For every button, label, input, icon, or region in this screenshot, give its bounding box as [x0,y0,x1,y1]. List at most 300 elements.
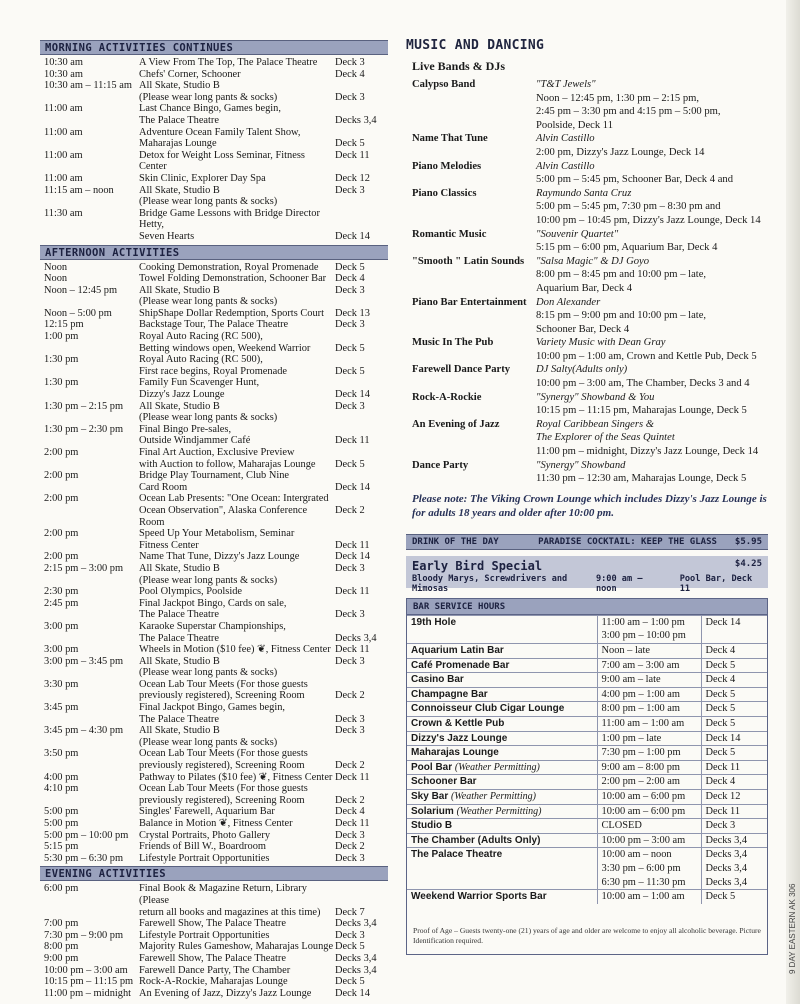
activity-time: 10:30 am – 11:15 am [44,80,132,92]
schedule-row [40,598,388,610]
bar-row [407,760,767,775]
music-act-name [406,323,536,337]
activity-time [40,115,139,127]
schedule-row [40,586,388,598]
activity-name: Ocean Lab Presents: "One Ocean: Intergrated [139,493,329,505]
activity-name: Singles' Farewell, Aquarium Bar [139,806,275,818]
music-row [406,472,768,486]
activity-name: Family Fun Scavenger Hunt, [139,377,260,389]
bar-row [407,890,767,904]
schedule-row [40,679,388,691]
activity-deck: Deck 5 [335,458,365,470]
schedule-row [40,853,388,865]
activity-deck [335,103,388,115]
activity-name: ShipShape Dollar Redemption, Sports Court [139,307,325,319]
activity-deck [335,702,388,714]
music-act-name [406,404,536,418]
activity-time: 6:00 pm [44,883,79,895]
activity-deck: Deck 3 [335,91,365,103]
bar-venue-name: Pool Bar [411,761,453,773]
activity-name: Chefs' Corner, Schooner [139,68,241,80]
schedule-row [40,633,388,645]
activity-time: 3:00 pm [44,644,79,656]
activity-time: 11:00 am [44,126,83,138]
bar-venue [407,644,597,659]
schedule-row [40,262,388,274]
activity-deck: Deck 11 [335,586,370,598]
bar-venue [407,819,597,834]
bar-hours: 7:00 am – 3:00 am [597,658,701,673]
activity-deck: Deck 14 [335,987,370,999]
music-act-detail: "Synergy" Showband [536,459,626,471]
activity-deck: Deck 11 [335,149,370,161]
activity-time: 3:00 pm [44,620,79,632]
music-act-name: Piano Melodies [412,160,482,172]
bar-venue-name: Solarium [411,805,454,817]
schedule-row [40,401,388,413]
schedule-row [40,196,388,208]
activity-deck: Deck 2 [335,794,365,806]
activity-name: Card Room [139,481,188,493]
music-act-detail: 5:00 pm – 5:45 pm, Schooner Bar, Deck 4 and [536,174,733,186]
bar-venue-name: The Chamber (Adults Only) [411,834,541,846]
side-caption: 9 DAY EASTERN AK 306 [788,883,797,974]
activity-name: with Auction to follow, Maharajas Lounge [139,458,316,470]
activity-name: Ocean Lab Tour Meets (For those guests [139,748,308,760]
music-act-name [406,92,536,106]
bar-deck: Deck 14 [701,731,767,746]
bar-deck: Deck 5 [701,702,767,717]
activity-time: 2:15 pm – 3:00 pm [44,562,124,574]
morning-schedule [40,57,388,243]
schedule-row [40,103,388,115]
activity-time: 3:50 pm [44,748,79,760]
activity-deck: Deck 14 [335,481,370,493]
activity-deck: Deck 4 [335,806,365,818]
activity-name: (Please wear long pants & socks) [139,412,278,424]
music-act-detail: 10:15 pm – 11:15 pm, Maharajas Lounge, Deck 5 [536,405,747,417]
activity-time: 1:30 pm [44,354,79,366]
activity-name: previously registered), Screening Room [139,794,305,806]
bar-venue [407,876,597,890]
activity-deck: Deck 11 [335,644,370,656]
bar-row [407,833,767,848]
activities-column [40,40,388,1001]
bar-venue [407,629,597,643]
activity-name: The Palace Theatre [139,114,219,126]
early-bird-price: $4.25 [734,558,762,569]
activity-name: All Skate, Studio B [139,655,220,667]
activity-name: Rock-A-Rockie, Maharajas Lounge [139,976,288,988]
activity-time: 10:30 am [44,68,83,80]
schedule-row [40,621,388,633]
activity-name: Fitness Center [139,539,199,551]
bar-service-header: BAR SERVICE HOURS [407,599,767,615]
bar-row [407,819,767,834]
activity-time: 2:00 pm [44,470,79,482]
bar-venue-name: Crown & Kettle Pub [411,717,505,729]
music-row [406,255,768,269]
schedule-row [40,930,388,942]
bar-venue [407,746,597,761]
bar-deck: Decks 3,4 [701,833,767,848]
music-act-detail: Alvin Castillo [536,160,595,172]
activity-name: Dizzy's Jazz Lounge [139,389,225,401]
activity-time: 9:00 pm [44,952,79,964]
activity-deck [335,208,388,231]
bar-venue-name: Aquarium Latin Bar [411,645,504,656]
bar-venue [407,716,597,731]
activity-deck [335,377,388,389]
bar-row [407,673,767,688]
bar-hours: 10:00 am – 1:00 am [597,890,701,904]
activity-time: 3:45 pm – 4:30 pm [44,725,124,737]
activity-deck [335,196,388,208]
activity-deck: Deck 3 [335,655,365,667]
schedule-row [40,482,388,494]
early-bird-special [406,556,768,594]
bar-row [407,876,767,890]
music-act-name: Piano Classics [412,187,477,199]
music-act-detail: 5:15 pm – 6:00 pm, Aquarium Bar, Deck 4 [536,242,718,254]
activity-name: Skin Clinic, Explorer Day Spa [139,172,266,184]
music-row [406,119,768,133]
activity-time: Noon – 5:00 pm [44,307,112,319]
schedule-row [40,285,388,297]
activity-time: 5:00 pm [44,818,79,829]
bar-row [407,746,767,761]
activity-deck: Deck 3 [335,725,365,737]
activity-deck [335,679,388,691]
activity-time: 4:00 pm [44,771,79,783]
activity-time [40,196,139,208]
music-act-detail: Royal Caribbean Singers & [536,418,654,430]
music-row [406,160,768,174]
schedule-row [40,459,388,471]
bar-venue-note: (Weather Permitting) [451,790,536,802]
activity-deck: Decks 3,4 [335,952,377,964]
activity-time: 11:00 am [44,103,83,115]
music-act-detail: "Salsa Magic" & DJ Goyo [536,255,650,267]
music-act-name [406,214,536,228]
music-act-detail: Schooner Bar, Deck 4 [536,323,630,335]
activity-time [40,609,139,621]
afternoon-header: AFTERNOON ACTIVITIES [40,245,388,260]
music-row [406,309,768,323]
activity-deck: Decks 3,4 [335,114,377,126]
music-act-detail: Variety Music with Dean Gray [536,337,666,349]
activity-time: Noon – 12:45 pm [44,284,118,296]
activity-deck: Deck 5 [335,138,365,150]
music-act-detail: 11:00 pm – midnight, Dizzy's Jazz Lounge, Deck 14 [536,446,759,458]
activity-name: All Skate, Studio B [139,725,220,737]
activity-time: 11:00 am [44,172,83,184]
activity-time: 10:30 am [44,57,83,68]
activity-deck: Deck 14 [335,389,370,401]
activity-time: 12:15 pm [44,319,84,331]
bar-row [407,644,767,659]
schedule-row [40,783,388,795]
evening-header: EVENING ACTIVITIES [40,866,388,881]
schedule-row [40,690,388,702]
activity-name: Royal Auto Racing (RC 500), [139,331,263,343]
bar-hours: 7:30 pm – 1:00 pm [597,746,701,761]
activity-deck: Deck 3 [335,829,365,841]
activity-name: Ocean Lab Tour Meets (For those guests [139,678,308,690]
bar-deck: Deck 4 [701,673,767,688]
bar-hours: 2:00 pm – 2:00 am [597,775,701,790]
music-row [406,214,768,228]
activity-time: 11:00 am [44,149,83,161]
bar-row [407,775,767,790]
music-row [406,431,768,445]
activity-time: 1:30 pm – 2:30 pm [44,423,124,435]
activity-name: Last Chance Bingo, Games begin, [139,103,281,115]
activity-name: Lifestyle Portrait Opportunities [139,929,270,941]
bar-venue [407,760,597,775]
bar-venue [407,804,597,819]
activity-time: 5:15 pm [44,841,79,853]
activity-time [40,690,139,702]
drink-name: PARADISE COCKTAIL: KEEP THE GLASS [538,536,717,547]
schedule-row [40,331,388,343]
activity-deck: Deck 3 [335,57,365,68]
bar-row [407,687,767,702]
activity-time: 5:00 pm – 10:00 pm [44,829,129,841]
activity-deck: Deck 3 [335,184,365,196]
music-act-name [406,105,536,119]
activity-time: 1:30 pm [44,377,79,389]
music-row [406,187,768,201]
bar-venue-name: Dizzy's Jazz Lounge [411,732,508,744]
activity-time: 5:00 pm [44,806,79,818]
activity-name: Seven Hearts [139,230,195,242]
activity-name: Friends of Bill W., Boardroom [139,841,266,853]
activity-name: Name That Tune, Dizzy's Jazz Lounge [139,551,300,563]
activity-name: (Please wear long pants & socks) [139,91,278,103]
schedule-row [40,883,388,906]
activity-deck: Deck 14 [335,230,370,242]
schedule-row [40,173,388,185]
bar-deck: Deck 4 [701,644,767,659]
music-row [406,146,768,160]
activity-name: Pool Olympics, Poolside [139,586,243,598]
music-act-name: An Evening of Jazz [412,418,500,430]
schedule-row [40,296,388,308]
music-act-detail: Noon – 12:45 pm, 1:30 pm – 2:15 pm, [536,92,700,104]
activity-time [40,389,139,401]
music-act-name: Piano Bar Entertainment [412,296,527,308]
bar-service-box [406,598,768,955]
music-row [406,336,768,350]
activity-name: previously registered), Screening Room [139,760,305,772]
music-row [406,200,768,214]
bar-row [407,658,767,673]
music-row [406,445,768,459]
bar-deck: Deck 5 [701,658,767,673]
schedule-row [40,185,388,197]
activity-name: Cooking Demonstration, Royal Promenade [139,261,319,273]
activity-time: 2:00 pm [44,447,79,458]
activity-name: Crystal Portraits, Photo Gallery [139,829,271,841]
activity-name: Pathway to Pilates ($10 fee) ❦, Fitness Center [139,771,333,783]
activity-deck: Deck 12 [335,172,370,184]
activity-deck: Decks 3,4 [335,918,377,930]
activity-deck [335,354,388,366]
schedule-row [40,354,388,366]
drink-of-the-day-bar [406,534,768,550]
activity-name: Backstage Tour, The Palace Theatre [139,319,289,331]
bar-hours: 9:00 am – 8:00 pm [597,760,701,775]
activity-time [40,459,139,471]
activity-name: Bridge Game Lessons with Bridge Director Hetty, [139,207,320,231]
early-bird-place: Pool Bar, Deck 11 [679,573,753,594]
activity-name: The Palace Theatre [139,632,219,644]
activity-name: (Please wear long pants & socks) [139,196,278,208]
schedule-row [40,127,388,139]
activity-name: Final Jackpot Bingo, Cards on sale, [139,597,287,609]
bar-deck: Deck 11 [701,760,767,775]
activity-time [40,343,139,355]
schedule-row [40,748,388,760]
music-act-detail: Don Alexander [536,296,601,308]
activity-name: Betting windows open, Weekend Warrior [139,342,311,354]
schedule-row [40,343,388,355]
schedule-row [40,988,388,1000]
schedule-row [40,918,388,930]
bar-hours: CLOSED [597,819,701,834]
activity-name: Speed Up Your Metabolism, Seminar [139,528,295,540]
activity-time [40,667,139,679]
bar-hours: 10:00 am – 6:00 pm [597,789,701,804]
activity-name: Bridge Play Tournament, Club Nine [139,470,290,482]
bar-row [407,731,767,746]
music-row [406,228,768,242]
activity-deck: Deck 4 [335,273,365,285]
activity-deck: Deck 5 [335,342,365,354]
bar-deck [701,629,767,643]
schedule-row [40,208,388,231]
activity-time: 5:30 pm – 6:30 pm [44,852,124,864]
bar-deck: Deck 5 [701,716,767,731]
bar-venue [407,848,597,862]
bar-hours: 10:00 am – noon [597,848,701,862]
activity-time [40,482,139,494]
activity-time: 1:30 pm – 2:15 pm [44,400,124,412]
afternoon-schedule [40,262,388,865]
music-row [406,418,768,432]
evening-schedule [40,883,388,999]
schedule-row [40,760,388,772]
activity-time [40,435,139,447]
schedule-row [40,551,388,563]
activity-time: Noon [44,261,68,273]
music-act-name: Music In The Pub [412,337,494,349]
activity-time [40,633,139,645]
activity-deck [335,331,388,343]
music-act-detail: 10:00 pm – 3:00 am, The Chamber, Decks 3 and 4 [536,378,750,390]
music-act-detail: 10:00 pm – 10:45 pm, Dizzy's Jazz Lounge, Deck 14 [536,214,761,226]
activity-deck: Deck 5 [335,976,365,988]
music-act-name [406,377,536,391]
bar-hours: 3:00 pm – 10:00 pm [597,629,701,643]
activity-name: All Skate, Studio B [139,184,220,196]
activity-time [40,138,139,150]
bar-venue-name: Café Promenade Bar [411,659,510,671]
bar-deck: Deck 11 [701,804,767,819]
activity-deck: Deck 3 [335,852,365,864]
activity-deck [335,883,388,906]
activity-name: (Please wear long pants & socks) [139,574,278,586]
music-act-name: Romantic Music [412,228,487,240]
bar-venue [407,775,597,790]
activity-name: Balance in Motion ❦, Fitness Center [139,818,293,829]
music-row [406,363,768,377]
music-act-detail: Aquarium Bar, Deck 4 [536,282,633,294]
schedule-row [40,273,388,285]
schedule-row [40,377,388,389]
bar-deck: Deck 3 [701,819,767,834]
bar-venue-name: Schooner Bar [411,776,477,788]
activity-name: Farewell Dance Party, The Chamber [139,964,291,976]
activity-name: Royal Auto Racing (RC 500), [139,354,263,366]
activity-time: 2:30 pm [44,586,79,598]
activity-name: Karaoke Superstar Championships, [139,620,286,632]
activity-name: The Palace Theatre [139,609,219,621]
schedule-row [40,737,388,749]
music-act-detail: "T&T Jewels" [536,79,596,90]
music-act-detail: 2:45 pm – 3:30 pm and 4:15 pm – 5:00 pm, [536,106,721,118]
schedule-row [40,138,388,150]
activity-time: 11:30 am [44,207,83,219]
bar-deck: Deck 12 [701,789,767,804]
activity-deck: Decks 3,4 [335,964,377,976]
music-row [406,391,768,405]
activity-time: 11:00 pm – midnight [44,987,132,999]
music-act-detail: 5:00 pm – 5:45 pm, 7:30 pm – 8:30 pm and [536,201,721,213]
activity-deck: Deck 11 [335,771,370,783]
activity-time [40,907,139,919]
bar-venue [407,687,597,702]
activity-name: The Palace Theatre [139,713,219,725]
activity-time [40,231,139,243]
schedule-row [40,319,388,331]
bar-row [407,702,767,717]
activity-deck [335,424,388,436]
activity-time [40,412,139,424]
early-bird-title: Early Bird Special [412,558,543,573]
schedule-row [40,470,388,482]
schedule-row [40,818,388,830]
activity-deck [335,667,388,679]
schedule-row [40,772,388,784]
schedule-row [40,366,388,378]
activity-time: 3:00 pm – 3:45 pm [44,655,124,667]
activity-deck: Deck 3 [335,929,365,941]
bar-venue-name: Connoisseur Club Cigar Lounge [411,703,565,715]
bar-venue [407,833,597,848]
schedule-row [40,656,388,668]
activity-deck: Deck 14 [335,551,370,563]
schedule-row [40,447,388,459]
bar-venue [407,615,597,629]
bar-venue-name: Champagne Bar [411,688,488,700]
music-act-name [406,350,536,364]
bar-venue [407,789,597,804]
schedule-row [40,667,388,679]
activity-deck [335,528,388,540]
music-act-detail: DJ Salty(Adults only) [536,364,628,376]
